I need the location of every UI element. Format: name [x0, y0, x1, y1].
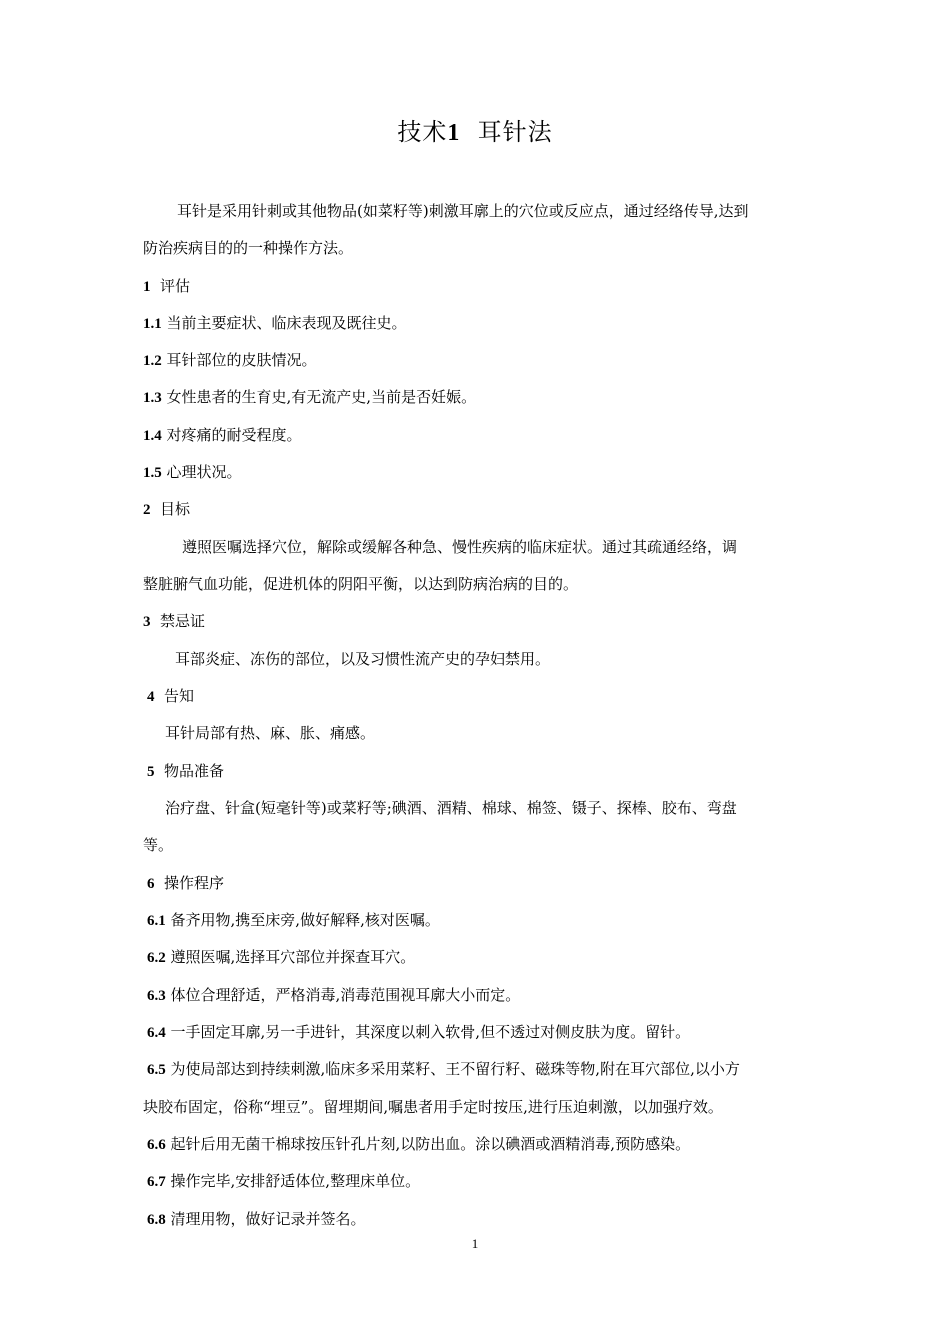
section-5-line-2: 等。 — [143, 836, 174, 854]
list-item-continuation: 块胶布固定，俗称“埋豆”。留埋期间,嘱患者用手定时按压,进行压迫刺激，以加强疗效。 — [143, 1098, 723, 1116]
section-number: 4 — [147, 689, 155, 705]
section-number: 2 — [143, 502, 151, 518]
item-number: 1.3 — [143, 390, 162, 406]
item-number: 6.1 — [147, 913, 166, 929]
item-text: 清理用物，做好记录并签名。 — [170, 1210, 366, 1228]
item-number: 6.3 — [147, 988, 166, 1004]
list-item — [143, 313, 407, 334]
list-item — [147, 1059, 740, 1080]
section-title: 操作程序 — [164, 874, 225, 892]
intro-line-1: 耳针是采用针刺或其他物品(如菜籽等)刺激耳廓上的穴位或反应点，通过经络传导,达到 — [177, 202, 749, 220]
section-1-heading — [143, 276, 190, 297]
section-title: 告知 — [164, 687, 195, 705]
section-4-heading — [147, 686, 194, 707]
list-item — [143, 350, 317, 371]
title-prefix: 技术 — [397, 118, 448, 146]
item-number: 6.7 — [147, 1174, 166, 1190]
item-number: 6.6 — [147, 1137, 166, 1153]
item-number: 6.4 — [147, 1025, 166, 1041]
item-number: 1.4 — [143, 428, 162, 444]
page-title — [0, 112, 950, 147]
section-title: 目标 — [160, 500, 191, 518]
intro-line-2: 防治疾病目的的一种操作方法。 — [143, 239, 354, 257]
title-name: 耳针法 — [477, 118, 553, 146]
item-text: 心理状况。 — [166, 463, 242, 481]
item-text: 体位合理舒适，严格消毒,消毒范围视耳廓大小而定。 — [170, 986, 521, 1004]
section-title: 评估 — [160, 277, 191, 295]
section-6-heading — [147, 873, 224, 894]
item-text: 耳针部位的皮肤情况。 — [166, 351, 317, 369]
section-5-line-1: 治疗盘、针盒(短毫针等)或菜籽等;碘酒、酒精、棉球、棉签、镊子、探棒、胶布、弯盘 — [165, 799, 737, 817]
item-text: 操作完毕,安排舒适体位,整理床单位。 — [170, 1172, 421, 1190]
item-text: 当前主要症状、临床表现及既往史。 — [166, 314, 407, 332]
item-text: 对疼痛的耐受程度。 — [166, 426, 302, 444]
item-number: 1.2 — [143, 353, 162, 369]
section-2-heading — [143, 499, 190, 520]
section-number: 3 — [143, 614, 151, 630]
list-item — [143, 387, 476, 408]
item-text: 备齐用物,携至床旁,做好解释,核对医嘱。 — [170, 911, 440, 929]
section-3-text: 耳部炎症、冻伤的部位，以及习惯性流产史的孕妇禁用。 — [175, 650, 551, 668]
list-item — [147, 1134, 690, 1155]
item-text: 遵照医嘱,选择耳穴部位并探查耳穴。 — [170, 948, 416, 966]
section-5-heading — [147, 761, 224, 782]
list-item — [147, 1209, 366, 1230]
page-number: 1 — [471, 1236, 479, 1251]
item-number: 6.2 — [147, 950, 166, 966]
list-item — [147, 1171, 420, 1192]
section-2-line-1: 遵照医嘱选择穴位，解除或缓解各种急、慢性疾病的临床症状。通过其疏通经络，调 — [182, 538, 738, 556]
item-text: 起针后用无菌干棉球按压针孔片刻,以防出血。涂以碘酒或酒精消毒,预防感染。 — [170, 1135, 691, 1153]
item-number: 6.5 — [147, 1062, 166, 1078]
section-number: 5 — [147, 764, 155, 780]
section-title: 物品准备 — [164, 762, 225, 780]
section-4-text: 耳针局部有热、麻、胀、痛感。 — [165, 724, 376, 742]
section-title: 禁忌证 — [160, 612, 206, 630]
item-text: 为使局部达到持续刺激,临床多采用菜籽、王不留行籽、磁珠等物,附在耳穴部位,以小方 — [170, 1060, 740, 1078]
list-item — [147, 1022, 690, 1043]
item-number: 6.8 — [147, 1212, 166, 1228]
section-number: 6 — [147, 876, 155, 892]
item-text: 一手固定耳廓,另一手进针，其深度以刺入软骨,但不透过对侧皮肤为度。留针。 — [170, 1023, 691, 1041]
title-number: 1 — [447, 120, 461, 146]
item-text: 女性患者的生育史,有无流产史,当前是否妊娠。 — [166, 388, 477, 406]
list-item — [147, 985, 520, 1006]
list-item — [143, 425, 302, 446]
item-number: 1.5 — [143, 465, 162, 481]
list-item — [147, 947, 415, 968]
list-item — [147, 910, 440, 931]
section-number: 1 — [143, 279, 151, 295]
section-2-line-2: 整脏腑气血功能，促进机体的阴阳平衡，以达到防病治病的目的。 — [143, 575, 579, 593]
item-number: 1.1 — [143, 316, 162, 332]
section-3-heading — [143, 611, 205, 632]
list-item — [143, 462, 242, 483]
